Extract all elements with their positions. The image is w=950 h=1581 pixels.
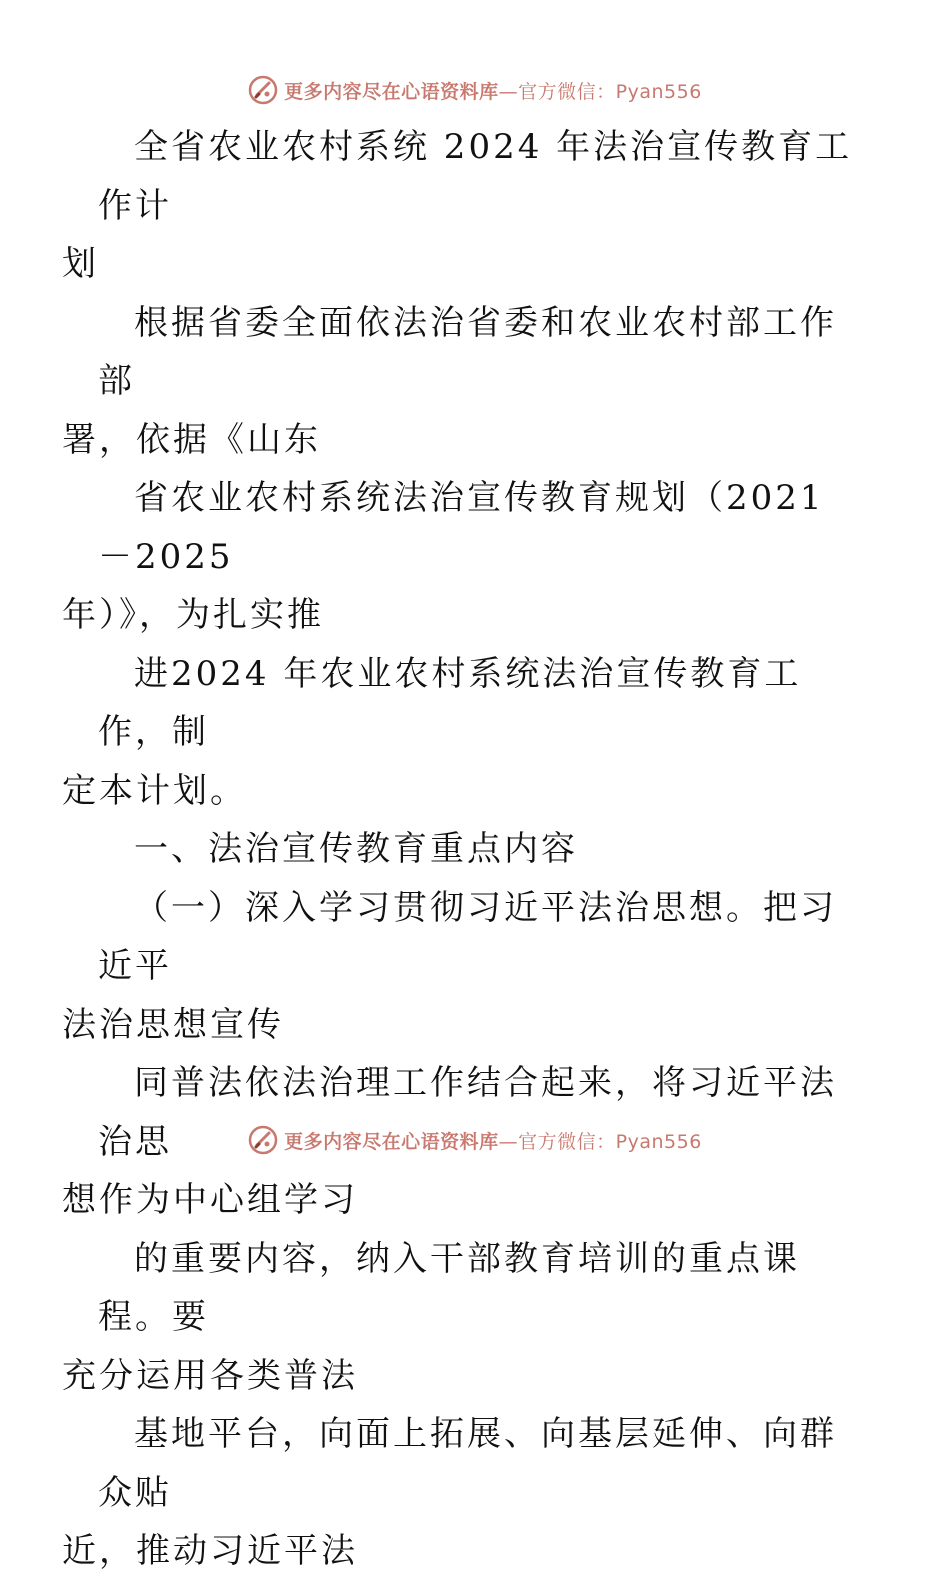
watermark-brand: 更多内容尽在心语资料库 bbox=[284, 1130, 499, 1153]
watermark-contact: 官方微信：Pyan556 bbox=[518, 1130, 702, 1153]
text-line: 基地平台，向面上拓展、向基层延伸、向群众贴 bbox=[98, 1414, 837, 1513]
text-line: 根据省委全面依法治省委和农业农村部工作部 bbox=[98, 302, 837, 401]
text-line: 进2024 年农业农村系统法治宣传教育工作，制 bbox=[98, 653, 802, 752]
brand-logo-icon bbox=[248, 75, 278, 105]
watermark-text bbox=[284, 1127, 702, 1154]
watermark-text bbox=[284, 77, 702, 104]
text-line: 的重要内容，纳入干部教育培训的重点课程。要 bbox=[98, 1238, 800, 1337]
text-line: （一）深入学习贯彻习近平法治思想。把习近平 bbox=[98, 887, 837, 986]
watermark-separator: — bbox=[498, 1130, 519, 1153]
text-line: 充分运用各类普法 bbox=[62, 1355, 358, 1396]
paragraph bbox=[62, 1230, 858, 1406]
watermark-contact: 官方微信：Pyan556 bbox=[518, 80, 702, 103]
brand-logo-icon bbox=[248, 1125, 278, 1155]
paragraph bbox=[62, 645, 858, 821]
text-line: 省农业农村系统法治宣传教育规划（2021－2025 bbox=[98, 478, 825, 577]
paragraph bbox=[62, 879, 858, 1055]
watermark-separator: — bbox=[498, 80, 519, 103]
paragraph-title bbox=[62, 118, 858, 294]
paragraph bbox=[62, 294, 858, 470]
text-line: 一、法治宣传教育重点内容 bbox=[134, 829, 578, 869]
text-line: 署，依据《山东 bbox=[62, 419, 321, 460]
text-line: 同普法依法治理工作结合起来，将习近平法治思 bbox=[98, 1063, 837, 1162]
text-line: 年）》，为扎实推 bbox=[62, 595, 324, 635]
text-line: 全省农业农村系统 2024 年法治宣传教育工作计 bbox=[98, 127, 853, 226]
text-line: 想作为中心组学习 bbox=[62, 1180, 358, 1220]
text-line: 近，推动习近平法 bbox=[62, 1531, 358, 1571]
text-line: 法治思想宣传 bbox=[62, 1004, 284, 1045]
watermark-header bbox=[0, 70, 950, 110]
paragraph bbox=[62, 469, 858, 645]
watermark-footer bbox=[0, 1120, 950, 1160]
section-heading bbox=[98, 820, 858, 879]
watermark-brand: 更多内容尽在心语资料库 bbox=[284, 80, 499, 103]
document-body bbox=[62, 118, 858, 1581]
text-line: 划 bbox=[62, 244, 99, 284]
text-line: 定本计划。 bbox=[62, 770, 247, 811]
paragraph bbox=[62, 1405, 858, 1581]
